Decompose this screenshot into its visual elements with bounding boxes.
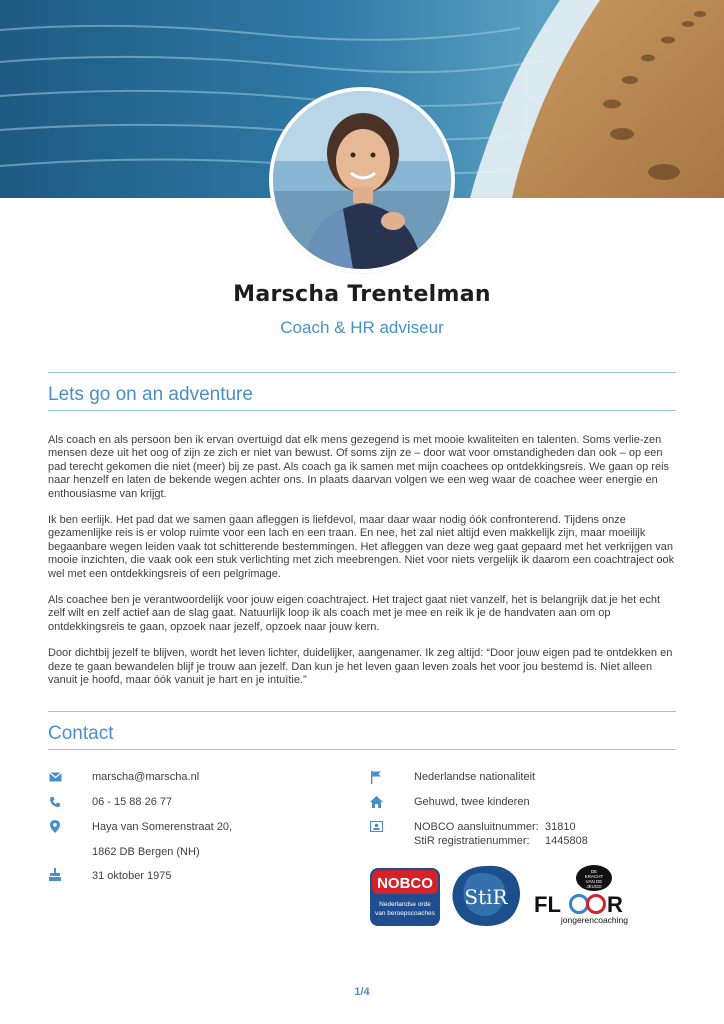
divider xyxy=(48,372,676,373)
svg-text:van beroepscoaches: van beroepscoaches xyxy=(375,910,435,917)
stir-logo xyxy=(450,864,522,928)
person-name: Marscha Trentelman xyxy=(233,282,491,307)
nobco-logo xyxy=(370,868,440,926)
paragraph: Door dichtbij jezelf te blijven, wordt het leven lichter, duidelijker, aangenamer. Ik zeg altijd: “Door jouw eigen pad te ontdekken en deze te gaan bewandelen blijf je trouw aan jezelf. Dan kun je het leven gaan leven zoals het voor jou bestemd is. Niet alleen vanuit je hoofd, maar óók vanuit je hart en je intuïtie.” xyxy=(48,647,673,687)
birthdate: 31 oktober 1975 xyxy=(92,870,172,882)
nobco-label: NOBCO aansluitnummer: xyxy=(414,821,539,833)
svg-text:StiR: StiR xyxy=(464,885,508,909)
nobco-number: 31810 xyxy=(545,821,576,833)
floor-logo xyxy=(532,864,632,926)
stir-label: StiR registratienummer: xyxy=(414,835,530,847)
id-card-icon xyxy=(369,819,383,833)
svg-text:jongerencoaching: jongerencoaching xyxy=(560,915,628,925)
profile-photo xyxy=(269,87,455,273)
svg-text:JEUGD: JEUGD xyxy=(586,884,602,889)
address-line-1: Haya van Somerenstraat 20, xyxy=(92,821,233,833)
cake-icon xyxy=(48,867,62,881)
address-line-2: 1862 DB Bergen (NH) xyxy=(92,846,200,858)
divider xyxy=(48,711,676,712)
svg-text:VAN DE: VAN DE xyxy=(585,879,603,884)
divider xyxy=(48,410,676,411)
svg-text:NOBCO: NOBCO xyxy=(377,875,433,892)
paragraph: Als coachee ben je verantwoordelijk voor jouw eigen coachtraject. Het traject gaat niet vanzelf, het is belangrijk dat je het echt zelf wilt en zelf actief aan de slag gaat. Natuurlijk loop ik als coach met je mee en reik ik je de handvaten aan om op ontdekkingsreis te gaan, opzoek naar jezelf, opzoek naar jouw kern. xyxy=(48,594,661,633)
svg-text:R: R xyxy=(607,892,623,917)
phone-number[interactable]: 06 - 15 88 26 77 xyxy=(92,796,173,808)
envelope-icon xyxy=(48,770,62,784)
svg-text:DE: DE xyxy=(590,869,598,874)
intro-text xyxy=(48,434,678,701)
svg-text:KRACHT: KRACHT xyxy=(584,874,604,879)
nationality: Nederlandse nationaliteit xyxy=(414,771,536,783)
flag-icon xyxy=(369,770,383,784)
page-number: 1/4 xyxy=(354,986,370,998)
home-icon xyxy=(369,795,383,809)
svg-text:Nederlandse orde: Nederlandse orde xyxy=(379,901,431,908)
phone-icon xyxy=(48,795,62,809)
paragraph: Ik ben eerlijk. Het pad dat we samen gaan afleggen is liefdevol, maar daar waar nodig óók confronterend. Tijdens onze gezamenlijke reis is er volop ruimte voor een lach en een traan. En nee, het zal niet altijd even makkelijk zijn, maar moeilijk begaanbare wegen leiden vaak tot schitterende bestemmingen. Het afleggen van deze weg gaat gepaard met het verkrijgen van mooie inzichten, die vaak ook een stuk verlichting met zich meebrengen. Niet voor niets vergelijk ik daarom een coachtraject ook wel met een ontdekkingsreis of een pelgrimage. xyxy=(48,514,675,580)
section-title-contact: Contact xyxy=(48,723,114,744)
location-pin-icon xyxy=(48,819,62,833)
family-status: Gehuwd, twee kinderen xyxy=(414,796,530,808)
paragraph: Als coach en als persoon ben ik ervan overtuigd dat elk mens gezegend is met mooie kwaliteiten en talenten. Soms verlie-zen mensen deze uit het oog of zijn ze zich er niet van bewust. Of soms zijn ze – door wat voor omstandigheden dan ook – op een pad terecht gekomen die niet (meer) bij ze past. Als coach ga ik samen met mijn coachees op ontdekkingsreis. We gaan op reis naar henzelf en laten de bekende wegen achter ons. In plaats daarvan volgen we een weg waar de coachee weer energie en enthousiasme van krijgt. xyxy=(48,434,670,500)
stir-number: 1445808 xyxy=(545,835,588,847)
section-title-intro: Lets go on an adventure xyxy=(48,384,253,405)
divider xyxy=(48,749,676,750)
person-role: Coach & HR adviseur xyxy=(280,318,444,337)
email-link[interactable]: marscha@marscha.nl xyxy=(92,771,200,783)
svg-text:FL: FL xyxy=(534,892,561,917)
